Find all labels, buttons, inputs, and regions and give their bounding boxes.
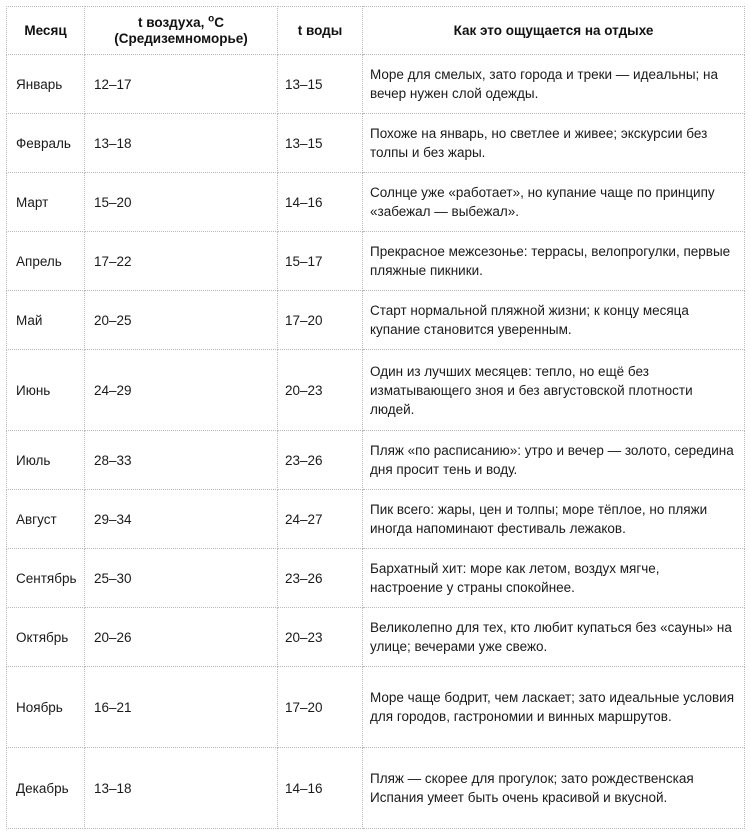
cell-water-temperature: 20–23 <box>278 608 363 667</box>
column-header-air-line1 <box>138 15 224 30</box>
cell-feeling <box>363 350 745 431</box>
cell-water-temperature: 14–16 <box>278 748 363 829</box>
cell-month: Май <box>7 291 85 350</box>
cell-feeling-text: Солнце уже «работает», но купание чаще по принципу «забежал — выбежал». <box>370 185 715 219</box>
cell-month: Июль <box>7 431 85 490</box>
cell-feeling <box>363 55 745 114</box>
cell-month: Декабрь <box>7 748 85 829</box>
cell-air-temperature: 20–25 <box>85 291 278 350</box>
cell-water-temperature: 24–27 <box>278 490 363 549</box>
table-row <box>7 490 745 549</box>
column-header-water-temperature: t воды <box>278 7 363 55</box>
cell-feeling <box>363 232 745 291</box>
climate-table-container <box>6 6 744 829</box>
cell-air-temperature: 25–30 <box>85 549 278 608</box>
cell-air-temperature: 15–20 <box>85 173 278 232</box>
column-header-air-line2: (Средиземноморье) <box>114 30 248 46</box>
cell-feeling <box>363 748 745 829</box>
cell-air-temperature: 17–22 <box>85 232 278 291</box>
cell-feeling-text: Море чаще бодрит, чем ласкает; зато идеальные условия для городов, гастрономии и винных маршрутов. <box>370 690 735 724</box>
table-row <box>7 173 745 232</box>
air-label-unit: C <box>214 14 224 30</box>
table-row <box>7 431 745 490</box>
cell-feeling <box>363 490 745 549</box>
cell-feeling-text: Старт нормальной пляжной жизни; к концу месяца купание становится уверенным. <box>370 303 689 337</box>
cell-month: Март <box>7 173 85 232</box>
cell-feeling-text: Великолепно для тех, кто любит купаться без «сауны» на улице; вечерами уже свежо. <box>370 620 732 654</box>
cell-feeling <box>363 549 745 608</box>
cell-month: Февраль <box>7 114 85 173</box>
cell-water-temperature: 13–15 <box>278 55 363 114</box>
climate-table <box>6 6 745 829</box>
table-body <box>7 55 745 829</box>
column-header-month: Месяц <box>7 7 85 55</box>
cell-feeling <box>363 431 745 490</box>
cell-feeling-text: Море для смелых, зато города и треки — идеальны; на вечер нужен слой одежды. <box>370 67 719 101</box>
cell-water-temperature: 15–17 <box>278 232 363 291</box>
cell-feeling-text: Пляж «по расписанию»: утро и вечер — золото, середина дня просит тень и воду. <box>370 443 734 477</box>
cell-feeling-text: Пик всего: жары, цен и толпы; море тёплое, но пляжи иногда напоминают фестиваль лежаков. <box>370 502 708 536</box>
cell-air-temperature: 13–18 <box>85 114 278 173</box>
cell-feeling-text: Пляж — скорее для прогулок; зато рождественская Испания умеет быть очень красивой и вкусной. <box>370 771 694 805</box>
table-row <box>7 350 745 431</box>
cell-month: Январь <box>7 55 85 114</box>
cell-air-temperature: 28–33 <box>85 431 278 490</box>
cell-water-temperature: 17–20 <box>278 291 363 350</box>
table-row <box>7 549 745 608</box>
cell-feeling-text: Один из лучших месяцев: тепло, но ещё без изматывающего зноя и без августовской плотности людей. <box>370 363 693 417</box>
cell-feeling-text: Прекрасное межсезонье: террасы, велопрогулки, первые пляжные пикники. <box>370 244 731 278</box>
cell-water-temperature: 17–20 <box>278 667 363 748</box>
column-header-air-temperature <box>85 7 278 55</box>
column-header-feeling: Как это ощущается на отдыхе <box>363 7 745 55</box>
table-header-row <box>7 7 745 55</box>
table-row <box>7 608 745 667</box>
cell-air-temperature: 13–18 <box>85 748 278 829</box>
cell-month: Август <box>7 490 85 549</box>
cell-feeling-text: Похоже на январь, но светлее и живее; экскурсии без толпы и без жары. <box>370 126 708 160</box>
table-row <box>7 55 745 114</box>
cell-feeling <box>363 608 745 667</box>
table-row <box>7 114 745 173</box>
cell-water-temperature: 23–26 <box>278 549 363 608</box>
cell-air-temperature: 24–29 <box>85 350 278 431</box>
table-row <box>7 748 745 829</box>
cell-air-temperature: 12–17 <box>85 55 278 114</box>
cell-water-temperature: 14–16 <box>278 173 363 232</box>
air-label-text: t воздуха, <box>138 14 209 30</box>
cell-month: Июнь <box>7 350 85 431</box>
cell-feeling <box>363 667 745 748</box>
table-row <box>7 291 745 350</box>
table-row <box>7 232 745 291</box>
cell-feeling <box>363 291 745 350</box>
cell-month: Октябрь <box>7 608 85 667</box>
cell-air-temperature: 16–21 <box>85 667 278 748</box>
cell-water-temperature: 13–15 <box>278 114 363 173</box>
cell-air-temperature: 20–26 <box>85 608 278 667</box>
table-row <box>7 667 745 748</box>
cell-month: Сентябрь <box>7 549 85 608</box>
cell-feeling <box>363 114 745 173</box>
cell-feeling-text: Бархатный хит: море как летом, воздух мягче, настроение у страны спокойнее. <box>370 561 660 595</box>
cell-water-temperature: 20–23 <box>278 350 363 431</box>
degree-symbol-icon: o <box>208 13 215 24</box>
cell-month: Апрель <box>7 232 85 291</box>
cell-month: Ноябрь <box>7 667 85 748</box>
table-header <box>7 7 745 55</box>
cell-feeling <box>363 173 745 232</box>
cell-water-temperature: 23–26 <box>278 431 363 490</box>
cell-air-temperature: 29–34 <box>85 490 278 549</box>
